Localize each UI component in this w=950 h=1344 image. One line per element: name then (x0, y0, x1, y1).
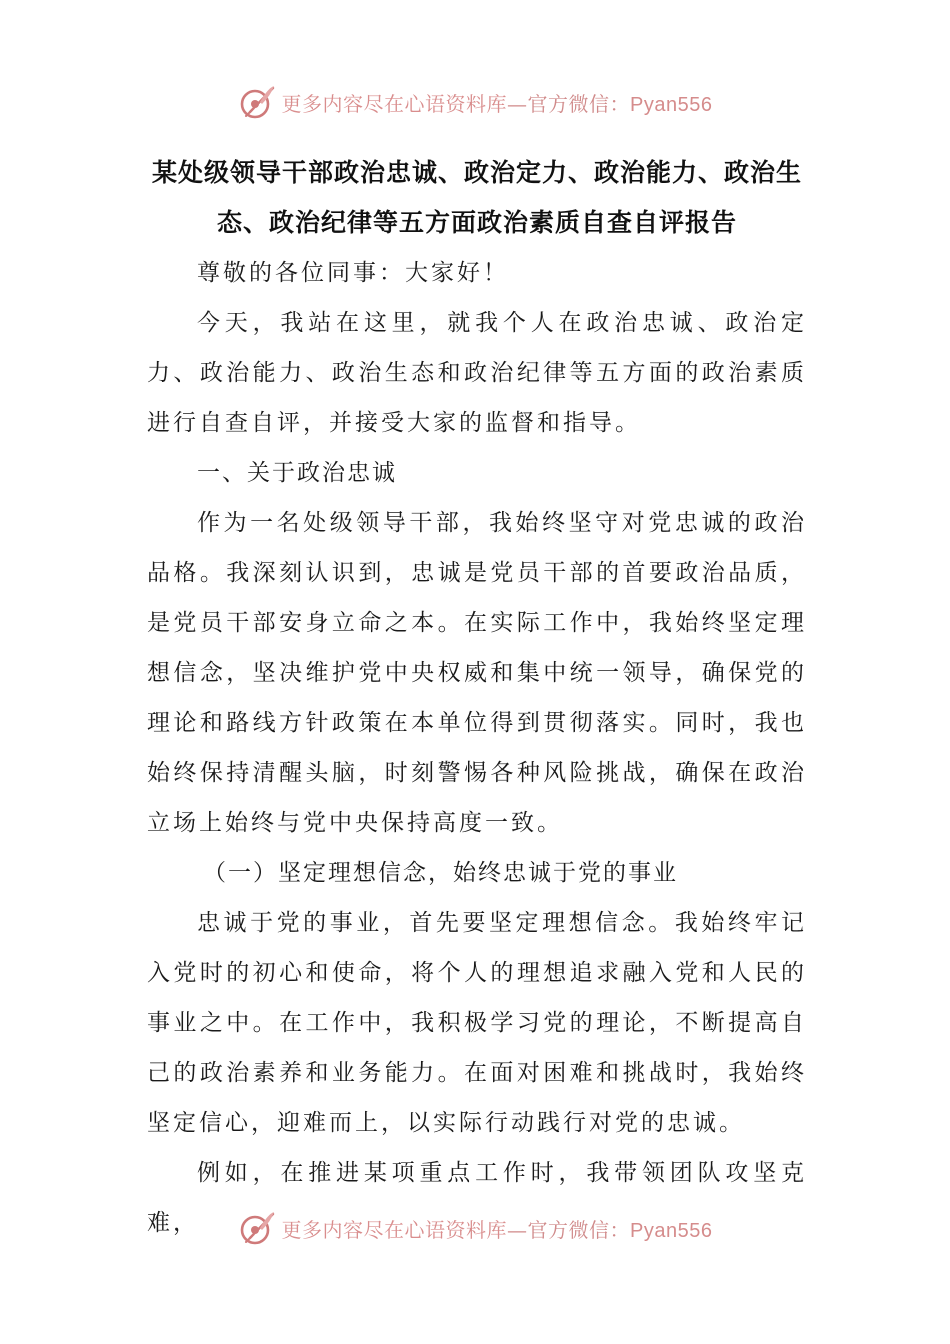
document-body (147, 148, 807, 1248)
watermark-footer (0, 1206, 950, 1250)
example-paragraph: 例如，在推进某项重点工作时，我带领团队攻坚克难， (147, 1160, 807, 1236)
watermark-text: 更多内容尽在心语资料库—官方微信：Pyan556 (281, 1217, 713, 1242)
greeting-paragraph: 尊敬的各位同事：大家好！ (197, 260, 509, 286)
subsection-paragraph: 忠诚于党的事业，首先要坚定理想信念。我始终牢记入党时的初心和使命，将个人的理想追求融入党和人民的事业之中。在工作中，我积极学习党的理论，不断提高自己的政治素养和业务能力。在面对困难和挑战时，我始终坚定信心，迎难而上，以实际行动践行对党的忠诚。 (147, 910, 807, 1136)
title-line-2: 态、政治纪律等五方面政治素质自查自评报告 (216, 208, 737, 237)
intro-paragraph: 今天，我站在这里，就我个人在政治忠诚、政治定力、政治能力、政治生态和政治纪律等五方面的政治素质进行自查自评，并接受大家的监督和指导。 (147, 310, 807, 436)
quill-logo-icon (238, 1208, 278, 1248)
page-title (147, 148, 807, 248)
watermark-text: 更多内容尽在心语资料库—官方微信：Pyan556 (281, 91, 713, 116)
section-heading-political-loyalty: 一、关于政治忠诚 (197, 460, 397, 486)
section-paragraph: 作为一名处级领导干部，我始终坚守对党忠诚的政治品格。我深刻认识到，忠诚是党员干部的首要政治品质，是党员干部安身立命之本。在实际工作中，我始终坚定理想信念，坚决维护党中央权威和集中统一领导，确保党的理论和路线方针政策在本单位得到贯彻落实。同时，我也始终保持清醒头脑，时刻警惕各种风险挑战，确保在政治立场上始终与党中央保持高度一致。 (147, 510, 807, 836)
watermark-header (0, 80, 950, 124)
title-line-1: 某处级领导干部政治忠诚、政治定力、政治能力、政治生 (151, 158, 802, 187)
quill-logo-icon (238, 82, 278, 122)
subsection-heading: （一）坚定理想信念，始终忠诚于党的事业 (203, 860, 678, 886)
